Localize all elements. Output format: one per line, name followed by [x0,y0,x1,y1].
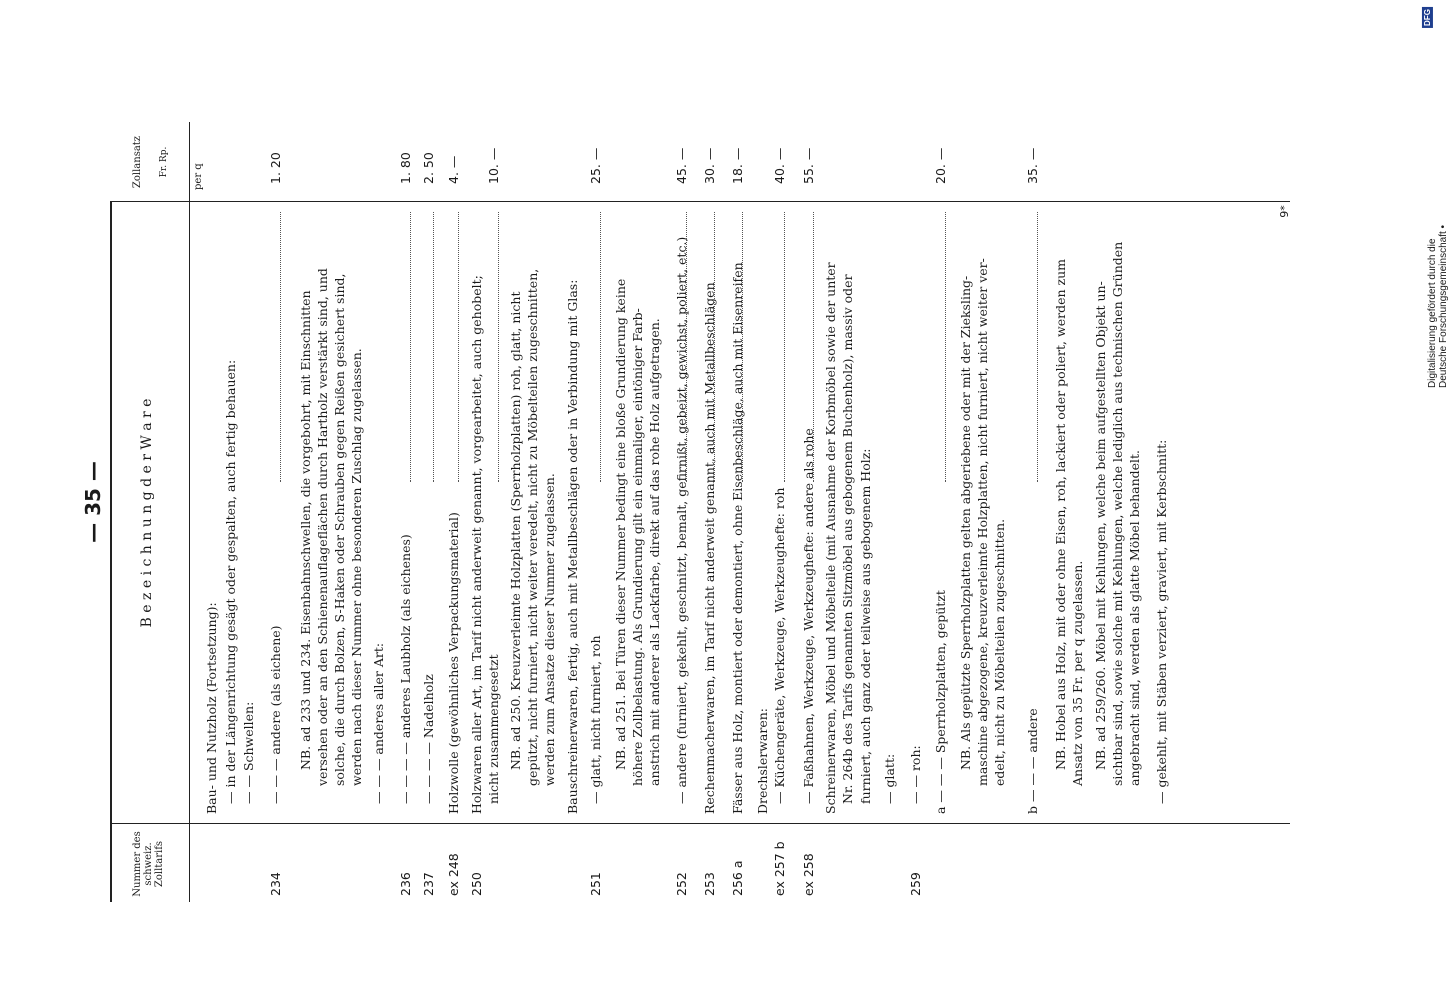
tariff-description: Bau- und Nutzholz (Fortsetzung): [204,602,219,814]
tariff-description: a — — — Sperrholzplatten, gepützt [933,590,948,814]
dot-leader [813,212,814,482]
tariff-description: NB. Hobel aus Holz, mit oder ohne Eisen, roh, lackiert oder poliert, werden zum [1053,259,1068,770]
col-number-header: Nummer des schweiz. Zolltarifs [132,831,165,897]
tariff-number: 252 [674,872,689,896]
tariff-description: Ansatz von 35 Fr. per q zugelassen. [1070,560,1085,786]
tariff-rate: 10. — [486,147,501,184]
tariff-description: — — — anderes aller Art: [371,642,386,804]
tariff-description: angebracht sind, werden als glatte Möbel behandelt. [1127,449,1142,786]
dot-leader [433,212,434,482]
tariff-description: furniert, auch ganz oder teilweise aus gebogenem Holz: [858,448,873,804]
tariff-number: 237 [421,872,436,896]
col-desc-header: B e z e i c h n u n g d e r W a r e [139,398,155,628]
col-rate-sub: Fr. Rp. [159,146,169,178]
table-header-rule [189,122,190,902]
tariff-number: 253 [702,872,717,896]
tariff-description: versehen oder an den Schienenauflageflächen durch Hartholz verstärkt sind, und [315,268,330,786]
tariff-description: b — — — andere [1025,708,1040,814]
tariff-number: ex 257 b [772,841,787,896]
column-divider-rate [110,201,1290,202]
tariff-description: NB. ad 251. Bei Türen dieser Nummer bedingt eine bloße Grundierung keine [613,278,628,770]
tariff-description: nicht zusammengesetzt [486,654,501,804]
tariff-description: NB. ad 250. Kreuzverleimte Holzplatten (Sperrholzplatten) roh, glatt, nicht [508,291,523,770]
tariff-description: solche, die durch Bolzen, S-Haken oder Schrauben gegen Reißen gesichert sind, [332,273,347,786]
tariff-number: 251 [588,872,603,896]
tariff-number: 236 [398,872,413,896]
tariff-rate: 1. 80 [398,152,413,184]
col-rate-header: Zollansatz [132,135,143,189]
tariff-description: Holzwolle (gewöhnliches Verpackungsmaterial) [446,512,461,814]
tariff-rate: 45. — [674,147,689,184]
dot-leader [686,212,687,482]
tariff-number: ex 248 [446,853,461,896]
tariff-number: 234 [268,872,283,896]
sheet-signature: 9* [1277,205,1291,218]
tariff-description: Nr. 264b des Tarifs genannten Sitzmöbel aus gebogenem Buchenholz), massiv oder [840,274,855,804]
tariff-description: werden nach dieser Nummer ohne besonderen Zuschlag zugelassen. [349,348,364,786]
tariff-description: NB. Als gepützte Sperrholzplatten gelten abgeriebene oder mit der Zieksling- [958,275,973,770]
tariff-number: 256 a [730,860,745,896]
dot-leader [945,212,946,482]
tariff-description: Holzwaren aller Art, im Tarif nicht anderweit genannt, vorgearbeitet, auch gehobelt; [469,275,484,814]
tariff-description: — in der Längenrichtung gesägt oder gespalten, auch fertig behauen: [223,359,238,804]
dot-leader [714,212,715,482]
tariff-rate: 25. — [588,147,603,184]
tariff-rate: 4. — [446,155,461,184]
dfg-logo: DFG [1422,9,1432,26]
tariff-description: — — — — Nadelholz [421,674,436,804]
tariff-description: edelt, nicht zu Möbelteilen zugeschnitten. [992,518,1007,786]
tariff-description: Drechslerwaren: [755,707,770,814]
digitization-note: Digitalisierung gefördert durch die Deutsche Forschungsgemeinschaft • [1427,224,1449,388]
tariff-description: werden zum Ansatze dieser Nummer zugelassen. [542,473,557,786]
tariff-rate: 40. — [772,147,787,184]
dot-leader [784,212,785,482]
dot-leader [600,212,601,482]
tariff-description: Fässer aus Holz, montiert oder demontiert, ohne Eisenbeschläge, auch mit Eisenreifen [730,262,745,814]
tariff-description: — — — — anderes Laubholz (als eichenes) [398,534,413,804]
tariff-description: — — roh: [908,745,923,804]
column-divider-number [110,823,1290,824]
rotated-tariff-table [110,122,1290,902]
tariff-rate: 20. — [933,147,948,184]
dot-leader [458,212,459,482]
tariff-description: höhere Zollbelastung. Als Grundierung gilt ein einmaliger, eintöniger Farb- [630,308,645,786]
tariff-rate: 30. — [702,147,717,184]
tariff-rate: 18. — [730,147,745,184]
col-rate-unit: per q [193,163,204,190]
tariff-description: — Küchengeräte, Werkzeuge, Werkzeughefte: roh [772,487,787,804]
tariff-description: anstrich mit anderer als Lackfarbe, direkt auf das rohe Holz aufgetragen. [647,318,662,786]
dot-leader [1037,212,1038,482]
tariff-description: — glatt: [882,753,897,804]
tariff-description: gepützt, nicht furniert, nicht weiter veredelt, nicht zu Möbelteilen zugeschnitten, [525,268,540,786]
tariff-description: — andere (furniert, gekehlt, geschnitzt, bemalt, gefirnißt, gebeizt, gewichst, poliert, etc.) [674,236,689,804]
tariff-description: — gekehlt, mit Stäben verziert, graviert, mit Kerbschnitt: [1154,439,1169,804]
tariff-description: — glatt, nicht furniert, roh [588,635,603,804]
tariff-rate: 35. — [1025,147,1040,184]
dot-leader [410,212,411,482]
tariff-description: maschine abgezogene, kreuzverleimte Holzplatten, nicht furniert, nicht weiter ver- [975,258,990,786]
tariff-description: NB. ad 233 und 234. Eisenbahnschwellen, die vorgebohrt, mit Einschnitten [298,290,313,770]
page-number: — 35 — [80,461,105,543]
tariff-description: Schreinerwaren, Möbel und Möbelteile (mit Ausnahme der Korbmöbel sowie der unter [823,262,838,814]
dot-leader [280,212,281,482]
tariff-number: ex 258 [801,853,816,896]
dot-leader [498,212,499,482]
tariff-description: — — Schwellen: [241,701,256,804]
tariff-description: Bauschreinerwaren, fertig, auch mit Metallbeschlägen oder in Verbindung mit Glas: [565,279,580,814]
tariff-rate: 55. — [801,147,816,184]
tariff-number: 259 [908,872,923,896]
tariff-rate: 2. 50 [421,152,436,184]
tariff-description: — — — andere (als eichene) [268,625,283,804]
tariff-description: NB. ad 259/260. Möbel mit Kehlungen, welche beim aufgestellten Objekt un- [1093,281,1108,770]
tariff-number: 250 [469,872,484,896]
tariff-description: — Faßhahnen, Werkzeuge, Werkzeughefte: andere als rohe [801,428,816,804]
tariff-description: Rechenmacherwaren, im Tarif nicht anderweit genannt, auch mit Metallbeschlägen [702,282,717,814]
tariff-rate: 1. 20 [268,152,283,184]
table-top-rule [110,202,112,902]
tariff-description: sichtbar sind, sowie solche mit Kehlungen, welche lediglich aus technischen Gründen [1110,241,1125,786]
dot-leader [742,212,743,482]
